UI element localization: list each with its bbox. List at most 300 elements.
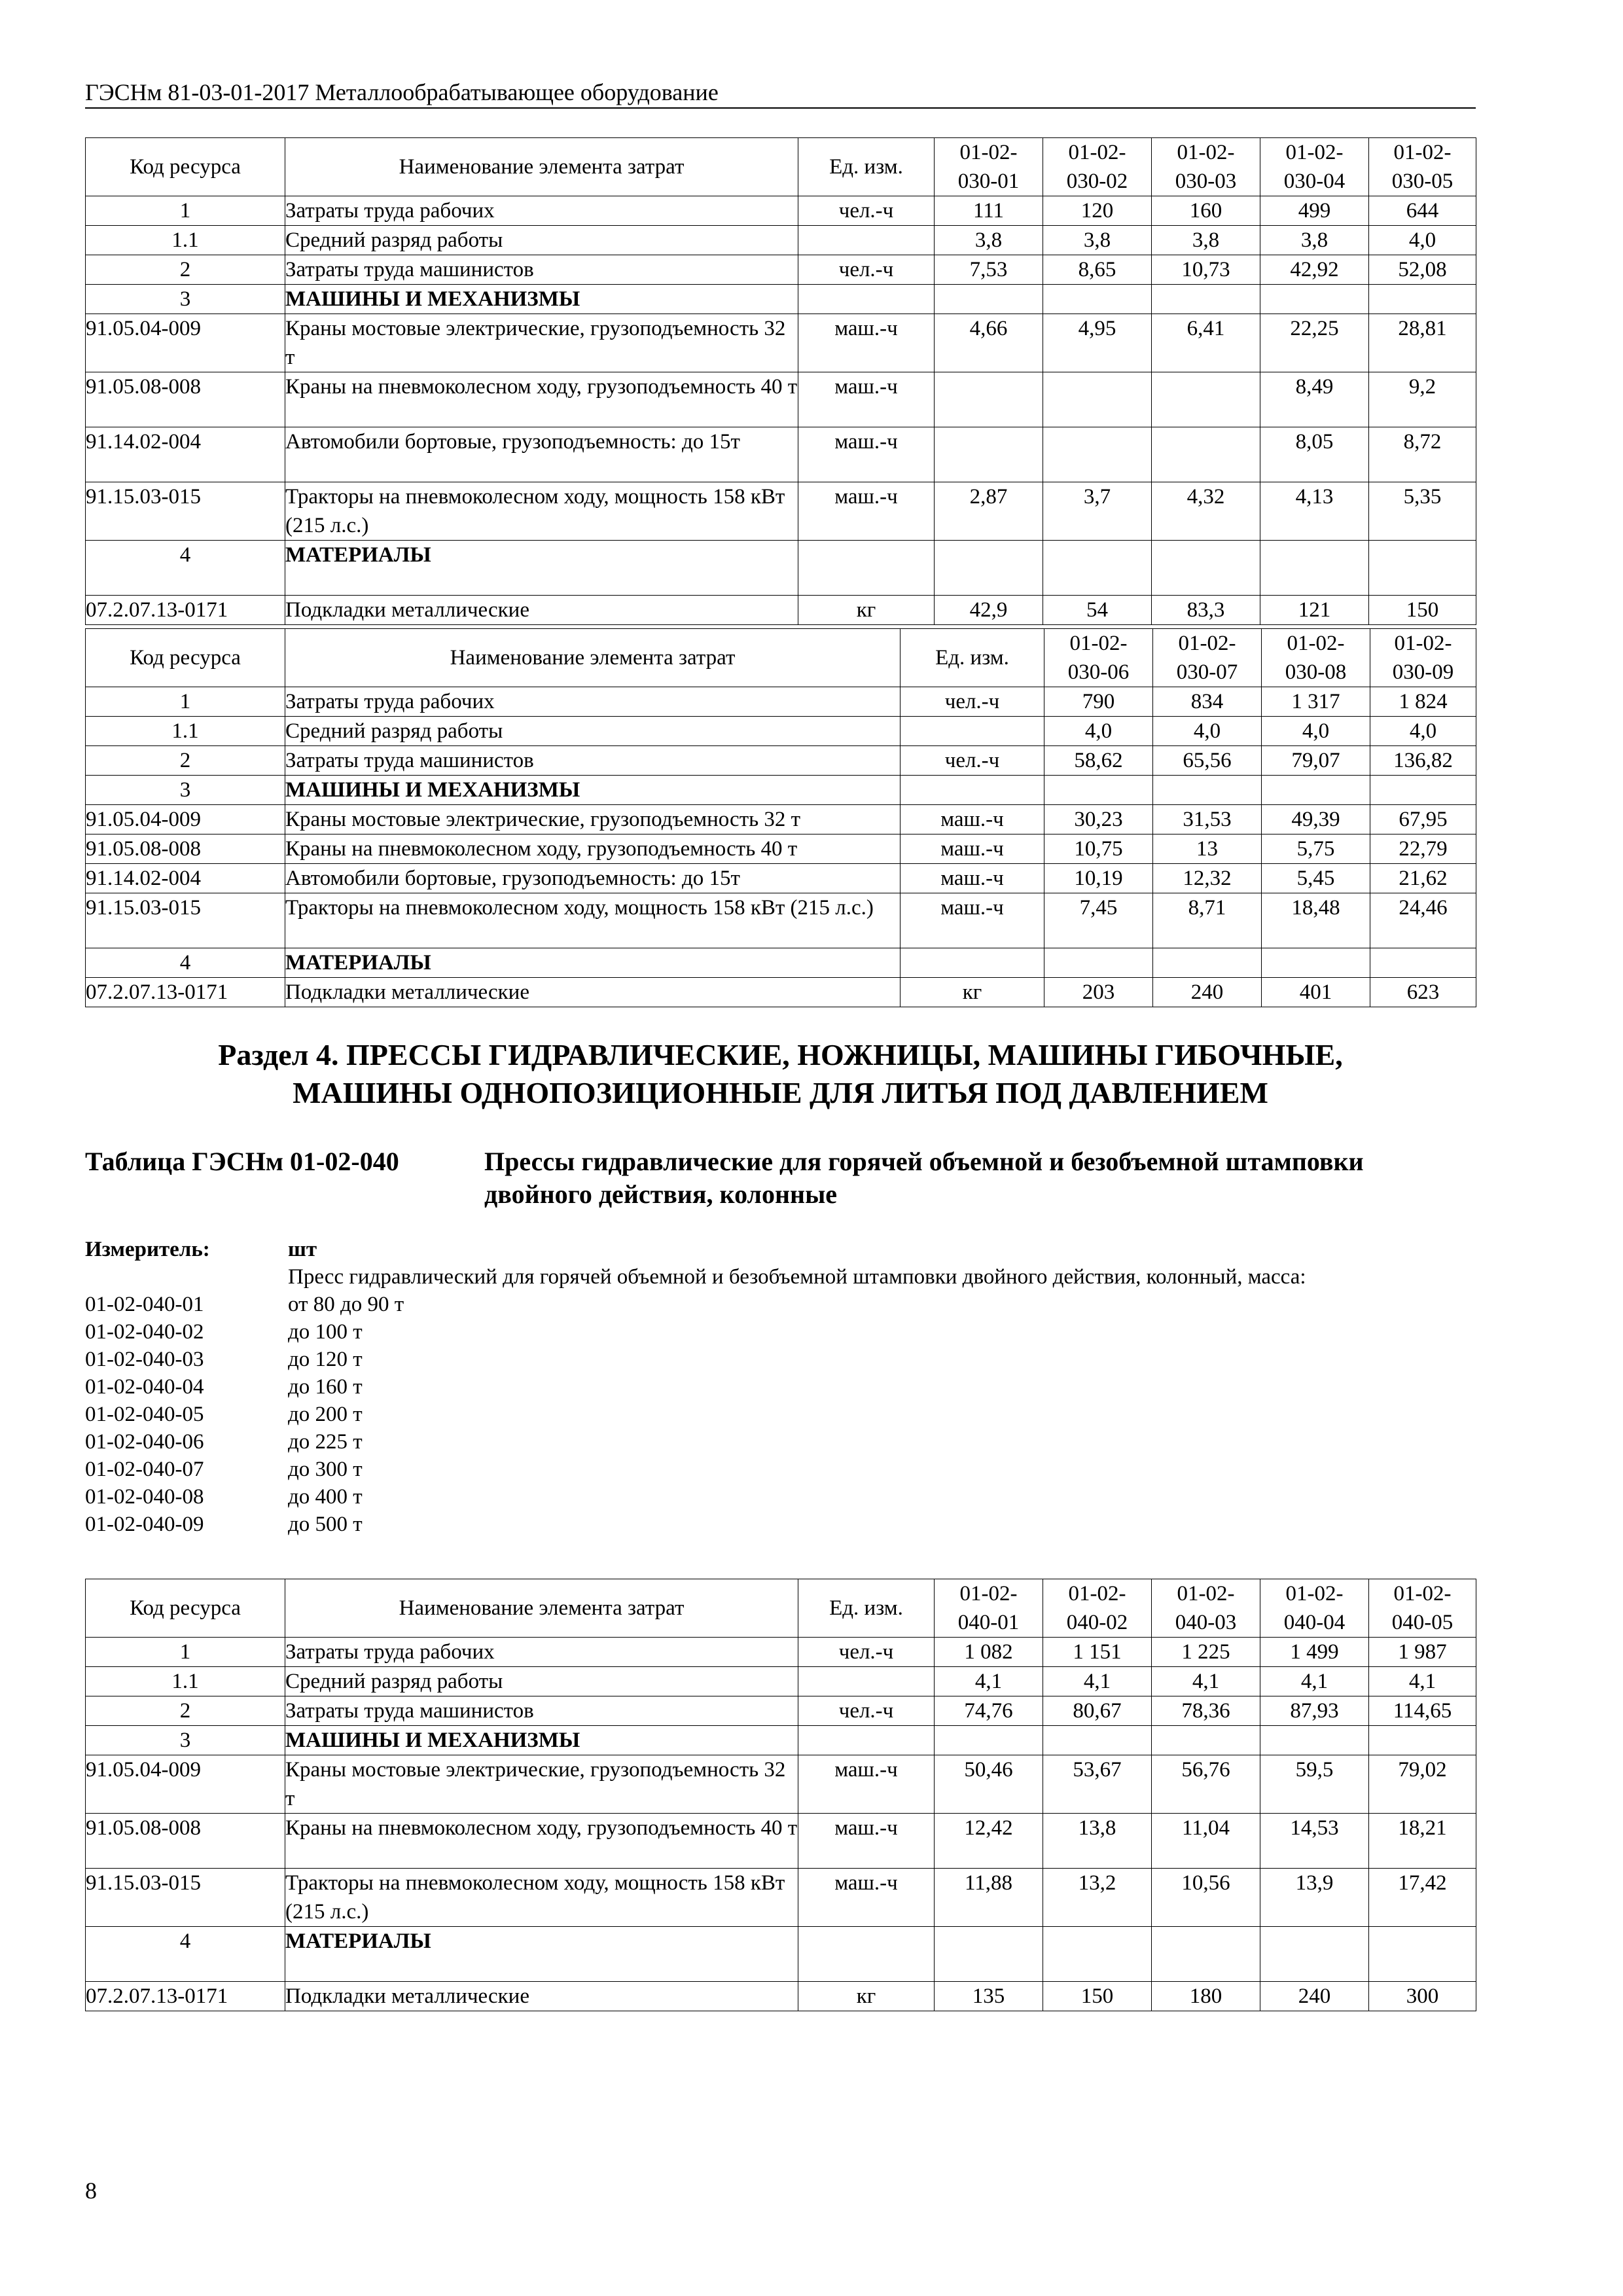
norm-value: 24,46 xyxy=(1370,893,1476,948)
header-name: Наименование элемента затрат xyxy=(285,1579,798,1638)
table-row xyxy=(86,314,1476,372)
meter-label: Измеритель: xyxy=(85,1238,210,1261)
meter-item xyxy=(85,1373,1476,1401)
resource-code: 1 xyxy=(86,687,285,717)
table-row xyxy=(86,1638,1476,1667)
table-row xyxy=(86,1927,1476,1982)
cost-element-name: Автомобили бортовые, грузоподъемность: до 15т xyxy=(285,427,798,482)
norm-value xyxy=(1260,541,1369,596)
norm-value: 17,42 xyxy=(1369,1869,1476,1927)
table-row xyxy=(86,893,1476,948)
header-norm: 01-02- 040-05 xyxy=(1369,1579,1476,1638)
norm-value: 1 317 xyxy=(1262,687,1370,717)
norm-value xyxy=(1043,372,1152,427)
norm-value: 8,49 xyxy=(1260,372,1369,427)
norm-value xyxy=(1369,1726,1476,1755)
header-norm: 01-02- 030-05 xyxy=(1369,138,1476,196)
header-unit: Ед. изм. xyxy=(798,138,935,196)
unit-of-measure: маш.-ч xyxy=(798,482,935,541)
norm-value: 1 151 xyxy=(1043,1638,1152,1667)
cost-element-name: Затраты труда машинистов xyxy=(285,746,901,776)
norm-value: 3,8 xyxy=(1043,226,1152,255)
resource-code: 07.2.07.13-0171 xyxy=(86,596,285,625)
norm-value xyxy=(935,1927,1043,1982)
cost-table-030-06-09 xyxy=(85,628,1476,1007)
cost-element-name: Затраты труда рабочих xyxy=(285,1638,798,1667)
unit-of-measure: чел.-ч xyxy=(901,746,1044,776)
header-norm: 01-02- 040-03 xyxy=(1152,1579,1260,1638)
norm-value: 834 xyxy=(1153,687,1262,717)
norm-value: 52,08 xyxy=(1369,255,1476,285)
resource-code: 07.2.07.13-0171 xyxy=(86,1982,285,2011)
page-number: 8 xyxy=(85,2178,97,2204)
meter-item-text: до 100 т xyxy=(288,1320,363,1344)
cost-element-name: Средний разряд работы xyxy=(285,717,901,746)
norm-value: 623 xyxy=(1370,978,1476,1007)
meter-item-text: до 120 т xyxy=(288,1348,363,1371)
norm-value: 203 xyxy=(1044,978,1153,1007)
meter-item xyxy=(85,1346,1476,1373)
norm-value: 1 225 xyxy=(1152,1638,1260,1667)
norm-value: 4,32 xyxy=(1152,482,1260,541)
norm-value: 150 xyxy=(1369,596,1476,625)
meter-description-row xyxy=(85,1263,1476,1291)
resource-code: 1 xyxy=(86,196,285,226)
norm-value: 21,62 xyxy=(1370,864,1476,893)
norm-value xyxy=(1043,1927,1152,1982)
norm-value: 31,53 xyxy=(1153,805,1262,834)
table-row xyxy=(86,687,1476,717)
unit-of-measure: кг xyxy=(798,596,935,625)
resource-code: 91.05.08-008 xyxy=(86,1814,285,1869)
header-norm: 01-02- 030-03 xyxy=(1152,138,1260,196)
cost-element-name: Краны мостовые электрические, грузоподъемность 32 т xyxy=(285,1755,798,1814)
norm-value: 54 xyxy=(1043,596,1152,625)
meter-item-code: 01-02-040-07 xyxy=(85,1458,204,1481)
meter-item xyxy=(85,1291,1476,1318)
norm-value: 56,76 xyxy=(1152,1755,1260,1814)
cost-element-name: Тракторы на пневмоколесном ходу, мощность 158 кВт (215 л.с.) xyxy=(285,482,798,541)
norm-value xyxy=(1043,285,1152,314)
unit-of-measure: кг xyxy=(798,1982,935,2011)
norm-value xyxy=(1152,541,1260,596)
cost-element-name: Подкладки металлические xyxy=(285,978,901,1007)
meter-item-text: до 400 т xyxy=(288,1485,363,1509)
norm-value xyxy=(1262,776,1370,805)
norm-value: 3,8 xyxy=(1260,226,1369,255)
norm-value: 8,65 xyxy=(1043,255,1152,285)
resource-code: 91.14.02-004 xyxy=(86,427,285,482)
cost-element-name: Средний разряд работы xyxy=(285,226,798,255)
unit-of-measure xyxy=(901,948,1044,978)
norm-value: 1 499 xyxy=(1260,1638,1369,1667)
norm-value: 14,53 xyxy=(1260,1814,1369,1869)
norm-value xyxy=(1152,285,1260,314)
norm-value xyxy=(1369,1927,1476,1982)
norm-value: 7,53 xyxy=(935,255,1043,285)
norm-value: 5,45 xyxy=(1262,864,1370,893)
table-row xyxy=(86,372,1476,427)
header-unit: Ед. изм. xyxy=(798,1579,935,1638)
unit-of-measure: маш.-ч xyxy=(798,427,935,482)
norm-value: 8,72 xyxy=(1369,427,1476,482)
norm-value: 53,67 xyxy=(1043,1755,1152,1814)
header-norm: 01-02- 030-04 xyxy=(1260,138,1369,196)
norm-value: 644 xyxy=(1369,196,1476,226)
cost-table-030-01-05 xyxy=(85,137,1476,625)
norm-value xyxy=(935,285,1043,314)
cost-element-name: Подкладки металлические xyxy=(285,1982,798,2011)
norm-value xyxy=(1369,285,1476,314)
norm-value: 78,36 xyxy=(1152,1696,1260,1726)
unit-of-measure: чел.-ч xyxy=(798,1696,935,1726)
gesn-table-title: Прессы гидравлические для горячей объемной и безобъемной штамповки двойного действия, колонные xyxy=(484,1147,1364,1209)
norm-value: 49,39 xyxy=(1262,805,1370,834)
header-unit: Ед. изм. xyxy=(901,629,1044,687)
norm-value: 9,2 xyxy=(1369,372,1476,427)
header-norm: 01-02- 040-02 xyxy=(1043,1579,1152,1638)
meter-item-code: 01-02-040-04 xyxy=(85,1375,204,1399)
norm-value xyxy=(1370,948,1476,978)
header-code: Код ресурса xyxy=(86,138,285,196)
norm-value: 499 xyxy=(1260,196,1369,226)
table-header-row xyxy=(86,629,1476,687)
norm-value: 4,1 xyxy=(1043,1667,1152,1696)
norm-value: 87,93 xyxy=(1260,1696,1369,1726)
norm-value xyxy=(935,372,1043,427)
norm-value: 50,46 xyxy=(935,1755,1043,1814)
meter-item-code: 01-02-040-01 xyxy=(85,1293,204,1316)
meter-item-code: 01-02-040-08 xyxy=(85,1485,204,1509)
resource-code: 3 xyxy=(86,776,285,805)
cost-element-name: Тракторы на пневмоколесном ходу, мощность 158 кВт (215 л.с.) xyxy=(285,893,901,948)
resource-code: 4 xyxy=(86,1927,285,1982)
cost-element-name: Затраты труда машинистов xyxy=(285,1696,798,1726)
table-row xyxy=(86,226,1476,255)
norm-value xyxy=(1262,948,1370,978)
table-row xyxy=(86,196,1476,226)
norm-value: 12,42 xyxy=(935,1814,1043,1869)
section-title xyxy=(85,1036,1476,1112)
norm-value: 83,3 xyxy=(1152,596,1260,625)
cost-element-name: Тракторы на пневмоколесном ходу, мощность 158 кВт (215 л.с.) xyxy=(285,1869,798,1927)
norm-value: 22,25 xyxy=(1260,314,1369,372)
cost-element-name: Автомобили бортовые, грузоподъемность: до 15т xyxy=(285,864,901,893)
meter-item xyxy=(85,1511,1476,1538)
resource-code: 1.1 xyxy=(86,717,285,746)
resource-code: 1 xyxy=(86,1638,285,1667)
norm-value xyxy=(1260,1726,1369,1755)
meter-unit: шт xyxy=(288,1238,317,1261)
meter-item-text: до 160 т xyxy=(288,1375,363,1399)
header-norm: 01-02- 040-04 xyxy=(1260,1579,1369,1638)
norm-value: 240 xyxy=(1153,978,1262,1007)
norm-value: 8,71 xyxy=(1153,893,1262,948)
unit-of-measure xyxy=(798,1667,935,1696)
norm-value: 3,8 xyxy=(1152,226,1260,255)
table-row xyxy=(86,1667,1476,1696)
unit-of-measure: чел.-ч xyxy=(901,687,1044,717)
norm-value: 80,67 xyxy=(1043,1696,1152,1726)
norm-value: 11,88 xyxy=(935,1869,1043,1927)
norm-value: 7,45 xyxy=(1044,893,1153,948)
norm-value: 121 xyxy=(1260,596,1369,625)
meter-header-row xyxy=(85,1236,1476,1263)
resource-code: 4 xyxy=(86,948,285,978)
table-row xyxy=(86,1755,1476,1814)
norm-value: 136,82 xyxy=(1370,746,1476,776)
table-row xyxy=(86,864,1476,893)
meter-item-text: до 200 т xyxy=(288,1403,363,1426)
header-name: Наименование элемента затрат xyxy=(285,138,798,196)
table-row xyxy=(86,978,1476,1007)
norm-value xyxy=(1369,541,1476,596)
header-norm: 01-02- 030-09 xyxy=(1370,629,1476,687)
norm-value xyxy=(1260,1927,1369,1982)
section-title-line: Раздел 4. ПРЕССЫ ГИДРАВЛИЧЕСКИЕ, НОЖНИЦЫ, МАШИНЫ ГИБОЧНЫЕ, xyxy=(218,1038,1343,1071)
table-row xyxy=(86,285,1476,314)
norm-value: 4,95 xyxy=(1043,314,1152,372)
norm-value xyxy=(1044,948,1153,978)
norm-value: 120 xyxy=(1043,196,1152,226)
norm-value: 6,41 xyxy=(1152,314,1260,372)
resource-code: 3 xyxy=(86,1726,285,1755)
resource-code: 1.1 xyxy=(86,1667,285,1696)
meter-item xyxy=(85,1318,1476,1346)
cost-element-name: Затраты труда рабочих xyxy=(285,196,798,226)
norm-value xyxy=(1153,948,1262,978)
header-name: Наименование элемента затрат xyxy=(285,629,901,687)
norm-value: 10,73 xyxy=(1152,255,1260,285)
norm-value: 1 824 xyxy=(1370,687,1476,717)
norm-value xyxy=(1152,427,1260,482)
table-row xyxy=(86,482,1476,541)
norm-value: 4,1 xyxy=(935,1667,1043,1696)
cost-element-name: Затраты труда машинистов xyxy=(285,255,798,285)
unit-of-measure xyxy=(798,1726,935,1755)
cost-element-name: МАТЕРИАЛЫ xyxy=(285,541,798,596)
norm-value: 13,2 xyxy=(1043,1869,1152,1927)
norm-value xyxy=(1044,776,1153,805)
unit-of-measure xyxy=(798,541,935,596)
unit-of-measure: маш.-ч xyxy=(901,805,1044,834)
norm-value: 4,0 xyxy=(1153,717,1262,746)
norm-value: 240 xyxy=(1260,1982,1369,2011)
meter-item-code: 01-02-040-06 xyxy=(85,1430,204,1454)
unit-of-measure: маш.-ч xyxy=(798,1755,935,1814)
header-code: Код ресурса xyxy=(86,1579,285,1638)
document-page xyxy=(85,0,1476,2296)
norm-value: 13,9 xyxy=(1260,1869,1369,1927)
unit-of-measure xyxy=(798,226,935,255)
header-code: Код ресурса xyxy=(86,629,285,687)
norm-value: 4,13 xyxy=(1260,482,1369,541)
norm-value: 13 xyxy=(1153,834,1262,864)
cost-table-040-01-05 xyxy=(85,1579,1476,2011)
norm-value: 58,62 xyxy=(1044,746,1153,776)
unit-of-measure xyxy=(901,776,1044,805)
norm-value: 4,1 xyxy=(1260,1667,1369,1696)
unit-of-measure: чел.-ч xyxy=(798,1638,935,1667)
norm-value xyxy=(1152,372,1260,427)
resource-code: 91.05.04-009 xyxy=(86,1755,285,1814)
norm-value: 79,02 xyxy=(1369,1755,1476,1814)
unit-of-measure xyxy=(901,717,1044,746)
meter-item-text: до 500 т xyxy=(288,1513,363,1536)
table-row xyxy=(86,746,1476,776)
norm-value: 160 xyxy=(1152,196,1260,226)
norm-value: 59,5 xyxy=(1260,1755,1369,1814)
cost-element-name: Краны на пневмоколесном ходу, грузоподъемность 40 т xyxy=(285,834,901,864)
table-row xyxy=(86,427,1476,482)
norm-value: 30,23 xyxy=(1044,805,1153,834)
meter-description: Пресс гидравлический для горячей объемной и безобъемной штамповки двойного действия, колонный, масса: xyxy=(288,1265,1306,1289)
norm-value: 111 xyxy=(935,196,1043,226)
cost-element-name: Краны мостовые электрические, грузоподъемность 32 т xyxy=(285,314,798,372)
cost-element-name: Краны на пневмоколесном ходу, грузоподъемность 40 т xyxy=(285,372,798,427)
norm-value: 3,8 xyxy=(935,226,1043,255)
resource-code: 3 xyxy=(86,285,285,314)
table-row xyxy=(86,776,1476,805)
norm-value: 13,8 xyxy=(1043,1814,1152,1869)
table-row xyxy=(86,805,1476,834)
resource-code: 07.2.07.13-0171 xyxy=(86,978,285,1007)
norm-value xyxy=(935,541,1043,596)
norm-value: 4,0 xyxy=(1044,717,1153,746)
norm-value xyxy=(935,427,1043,482)
resource-code: 2 xyxy=(86,746,285,776)
norm-value: 180 xyxy=(1152,1982,1260,2011)
norm-value: 4,0 xyxy=(1370,717,1476,746)
resource-code: 91.05.08-008 xyxy=(86,834,285,864)
norm-value: 10,75 xyxy=(1044,834,1153,864)
norm-value: 18,48 xyxy=(1262,893,1370,948)
norm-value: 4,1 xyxy=(1152,1667,1260,1696)
meter-item-code: 01-02-040-02 xyxy=(85,1320,204,1344)
table-header-row xyxy=(86,138,1476,196)
norm-value: 79,07 xyxy=(1262,746,1370,776)
table-row xyxy=(86,834,1476,864)
norm-value: 10,19 xyxy=(1044,864,1153,893)
norm-value: 18,21 xyxy=(1369,1814,1476,1869)
norm-value: 11,04 xyxy=(1152,1814,1260,1869)
norm-value: 5,75 xyxy=(1262,834,1370,864)
norm-value: 300 xyxy=(1369,1982,1476,2011)
table-row xyxy=(86,255,1476,285)
meter-item-code: 01-02-040-09 xyxy=(85,1513,204,1536)
norm-value: 135 xyxy=(935,1982,1043,2011)
resource-code: 91.05.08-008 xyxy=(86,372,285,427)
unit-of-measure: маш.-ч xyxy=(901,834,1044,864)
gesn-table-label: Таблица ГЭСНм 01-02-040 xyxy=(85,1147,399,1176)
norm-value xyxy=(1043,1726,1152,1755)
norm-value: 12,32 xyxy=(1153,864,1262,893)
unit-of-measure: маш.-ч xyxy=(901,893,1044,948)
table-row xyxy=(86,1726,1476,1755)
unit-of-measure: маш.-ч xyxy=(798,372,935,427)
unit-of-measure: маш.-ч xyxy=(798,314,935,372)
resource-code: 91.15.03-015 xyxy=(86,482,285,541)
cost-element-name: МАШИНЫ И МЕХАНИЗМЫ xyxy=(285,285,798,314)
norm-value: 5,35 xyxy=(1369,482,1476,541)
norm-value: 1 987 xyxy=(1369,1638,1476,1667)
norm-value: 3,7 xyxy=(1043,482,1152,541)
unit-of-measure xyxy=(798,1927,935,1982)
table-row xyxy=(86,1814,1476,1869)
header-norm: 01-02- 030-07 xyxy=(1153,629,1262,687)
resource-code: 91.15.03-015 xyxy=(86,1869,285,1927)
norm-value: 1 082 xyxy=(935,1638,1043,1667)
norm-value: 790 xyxy=(1044,687,1153,717)
norm-value: 4,0 xyxy=(1262,717,1370,746)
norm-value: 22,79 xyxy=(1370,834,1476,864)
meter-item xyxy=(85,1456,1476,1483)
table-row xyxy=(86,948,1476,978)
cost-element-name: Краны мостовые электрические, грузоподъемность 32 т xyxy=(285,805,901,834)
cost-element-name: МАТЕРИАЛЫ xyxy=(285,1927,798,1982)
norm-value: 4,1 xyxy=(1369,1667,1476,1696)
meter-item-text: от 80 до 90 т xyxy=(288,1293,404,1316)
meter-item xyxy=(85,1483,1476,1511)
resource-code: 2 xyxy=(86,1696,285,1726)
cost-element-name: Подкладки металлические xyxy=(285,596,798,625)
norm-value: 67,95 xyxy=(1370,805,1476,834)
cost-element-name: МАТЕРИАЛЫ xyxy=(285,948,901,978)
cost-element-name: МАШИНЫ И МЕХАНИЗМЫ xyxy=(285,776,901,805)
norm-value: 401 xyxy=(1262,978,1370,1007)
header-norm: 01-02- 030-06 xyxy=(1044,629,1153,687)
norm-value: 42,92 xyxy=(1260,255,1369,285)
unit-of-measure: маш.-ч xyxy=(798,1814,935,1869)
norm-value xyxy=(935,1726,1043,1755)
table-row xyxy=(86,1982,1476,2011)
meter-item xyxy=(85,1401,1476,1428)
unit-of-measure: маш.-ч xyxy=(901,864,1044,893)
meter-block xyxy=(85,1236,1476,1538)
resource-code: 2 xyxy=(86,255,285,285)
norm-value xyxy=(1260,285,1369,314)
table-row xyxy=(86,1869,1476,1927)
resource-code: 1.1 xyxy=(86,226,285,255)
cost-element-name: Краны на пневмоколесном ходу, грузоподъемность 40 т xyxy=(285,1814,798,1869)
meter-item-code: 01-02-040-05 xyxy=(85,1403,204,1426)
header-norm: 01-02- 030-02 xyxy=(1043,138,1152,196)
unit-of-measure: чел.-ч xyxy=(798,255,935,285)
norm-value xyxy=(1370,776,1476,805)
header-norm: 01-02- 030-08 xyxy=(1262,629,1370,687)
table-row xyxy=(86,596,1476,625)
meter-item-text: до 300 т xyxy=(288,1458,363,1481)
header-norm: 01-02- 040-01 xyxy=(935,1579,1043,1638)
norm-value: 65,56 xyxy=(1153,746,1262,776)
norm-value xyxy=(1152,1726,1260,1755)
cost-element-name: Средний разряд работы xyxy=(285,1667,798,1696)
norm-value: 114,65 xyxy=(1369,1696,1476,1726)
norm-value: 150 xyxy=(1043,1982,1152,2011)
table-header-row xyxy=(86,1579,1476,1638)
norm-value xyxy=(1153,776,1262,805)
resource-code: 91.15.03-015 xyxy=(86,893,285,948)
resource-code: 4 xyxy=(86,541,285,596)
unit-of-measure: чел.-ч xyxy=(798,196,935,226)
norm-value: 74,76 xyxy=(935,1696,1043,1726)
norm-value: 42,9 xyxy=(935,596,1043,625)
meter-item-text: до 225 т xyxy=(288,1430,363,1454)
cost-element-name: Затраты труда рабочих xyxy=(285,687,901,717)
norm-value: 10,56 xyxy=(1152,1869,1260,1927)
table-row xyxy=(86,541,1476,596)
norm-value: 4,66 xyxy=(935,314,1043,372)
